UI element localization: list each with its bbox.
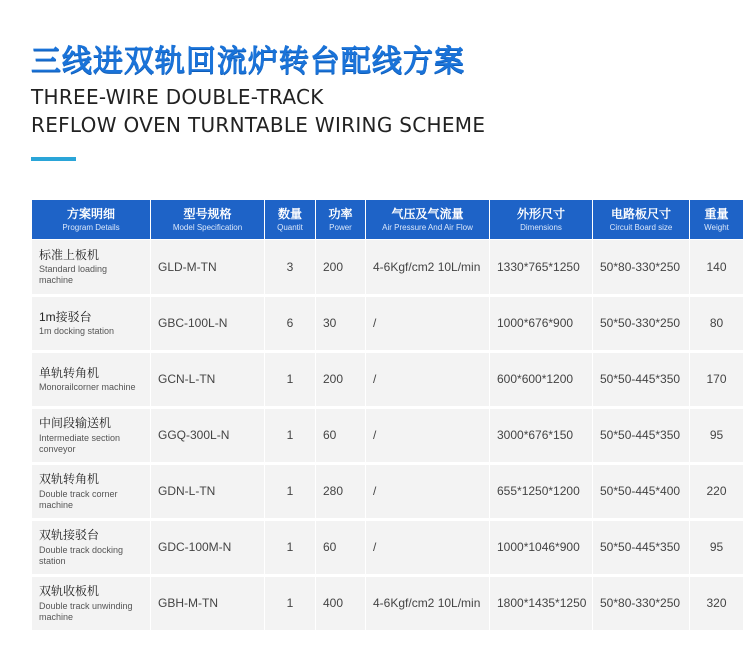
cell-air: 4-6Kgf/cm2 10L/min <box>366 240 490 296</box>
table-header-row <box>32 200 744 240</box>
cell-model: GBC-100L-N <box>151 296 265 352</box>
subtitle-line-2: REFLOW OVEN TURNTABLE WIRING SCHEME <box>31 113 486 137</box>
cell-dimensions: 1000*1046*900 <box>490 520 593 576</box>
cell-board-size: 50*50-330*250 <box>593 296 690 352</box>
cell-program <box>32 464 151 520</box>
cell-quantity: 1 <box>265 576 316 632</box>
subtitle-line-1: THREE-WIRE DOUBLE-TRACK <box>31 85 324 109</box>
program-name-en: Monorailcorner machine <box>39 382 136 393</box>
cell-power: 200 <box>316 240 366 296</box>
cell-power: 60 <box>316 408 366 464</box>
program-name-cn: 中间段输送机 <box>39 416 112 431</box>
program-name-en: Double track corner machine <box>39 488 118 510</box>
header-dimensions: 外形尺寸 Dimensions <box>490 200 593 240</box>
cell-power: 280 <box>316 464 366 520</box>
spec-table <box>31 199 744 633</box>
cell-weight: 170 <box>690 352 744 408</box>
cell-program <box>32 520 151 576</box>
cell-dimensions: 1330*765*1250 <box>490 240 593 296</box>
cell-weight: 95 <box>690 408 744 464</box>
cell-dimensions: 600*600*1200 <box>490 352 593 408</box>
accent-bar <box>31 157 76 161</box>
program-name-en: 1m docking station <box>39 326 115 337</box>
cell-weight: 80 <box>690 296 744 352</box>
cell-air: / <box>366 408 490 464</box>
cell-model: GBH-M-TN <box>151 576 265 632</box>
table-row <box>32 464 744 520</box>
program-name-en: Double track docking station <box>39 544 124 566</box>
cell-board-size: 50*80-330*250 <box>593 576 690 632</box>
table-row <box>32 408 744 464</box>
header-air: 气压及气流量 Air Pressure And Air Flow <box>366 200 490 240</box>
cell-program <box>32 408 151 464</box>
program-name-cn: 双轨接驳台 <box>39 528 100 543</box>
program-name-cn: 标准上板机 <box>39 247 100 262</box>
cell-model: GLD-M-TN <box>151 240 265 296</box>
cell-weight: 220 <box>690 464 744 520</box>
cell-board-size: 50*80-330*250 <box>593 240 690 296</box>
cell-power: 200 <box>316 352 366 408</box>
cell-quantity: 1 <box>265 352 316 408</box>
cell-board-size: 50*50-445*350 <box>593 520 690 576</box>
cell-model: GDC-100M-N <box>151 520 265 576</box>
cell-board-size: 50*50-445*350 <box>593 408 690 464</box>
cell-weight: 95 <box>690 520 744 576</box>
program-name-cn: 双轨转角机 <box>39 472 100 487</box>
header-board-size: 电路板尺寸 Circuit Board size <box>593 200 690 240</box>
cell-model: GGQ-300L-N <box>151 408 265 464</box>
cell-air: / <box>366 296 490 352</box>
cell-quantity: 1 <box>265 408 316 464</box>
cell-dimensions: 655*1250*1200 <box>490 464 593 520</box>
program-name-cn: 双轨收板机 <box>39 584 100 599</box>
cell-power: 400 <box>316 576 366 632</box>
cell-model: GCN-L-TN <box>151 352 265 408</box>
cell-program <box>32 296 151 352</box>
cell-air: 4-6Kgf/cm2 10L/min <box>366 576 490 632</box>
program-name-en: Intermediate section conveyor <box>39 432 121 454</box>
cell-board-size: 50*50-445*400 <box>593 464 690 520</box>
header-model: 型号规格 Model Specification <box>151 200 265 240</box>
table-row <box>32 576 744 632</box>
table-row <box>32 352 744 408</box>
table-row <box>32 520 744 576</box>
cell-air: / <box>366 464 490 520</box>
header-weight: 重量 Weight <box>690 200 744 240</box>
header-quantity: 数量 Quantit <box>265 200 316 240</box>
cell-power: 60 <box>316 520 366 576</box>
header-program: 方案明细 Program Details <box>32 200 151 240</box>
cell-dimensions: 3000*676*150 <box>490 408 593 464</box>
program-name-en: Standard loading machine <box>39 264 108 286</box>
table-row <box>32 240 744 296</box>
page-title: 三线进双轨回流炉转台配线方案 <box>31 44 465 79</box>
cell-quantity: 6 <box>265 296 316 352</box>
table-row <box>32 296 744 352</box>
program-name-cn: 单轨转角机 <box>39 365 100 380</box>
cell-program <box>32 576 151 632</box>
cell-program <box>32 240 151 296</box>
cell-weight: 140 <box>690 240 744 296</box>
cell-dimensions: 1000*676*900 <box>490 296 593 352</box>
program-name-en: Double track unwinding machine <box>39 600 133 622</box>
cell-board-size: 50*50-445*350 <box>593 352 690 408</box>
cell-dimensions: 1800*1435*1250 <box>490 576 593 632</box>
program-name-cn: 1m接驳台 <box>39 309 92 324</box>
header-power: 功率 Power <box>316 200 366 240</box>
cell-quantity: 3 <box>265 240 316 296</box>
cell-power: 30 <box>316 296 366 352</box>
cell-air: / <box>366 352 490 408</box>
cell-quantity: 1 <box>265 464 316 520</box>
cell-program <box>32 352 151 408</box>
cell-air: / <box>366 520 490 576</box>
cell-weight: 320 <box>690 576 744 632</box>
cell-quantity: 1 <box>265 520 316 576</box>
cell-model: GDN-L-TN <box>151 464 265 520</box>
